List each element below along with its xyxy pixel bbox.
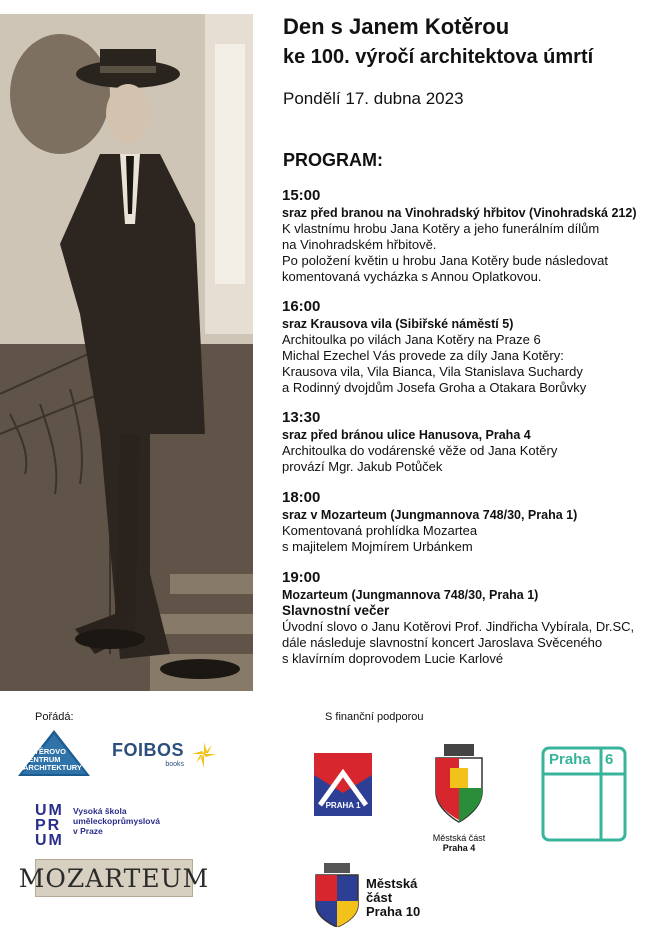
umprum-letters-line: UM — [35, 802, 64, 819]
event-desc-line: Architoulka do vodárenské věže od Jana Kotěry — [282, 443, 558, 458]
event-desc-line: Komentovaná prohlídka Mozartea — [282, 523, 478, 538]
event-date: Pondělí 17. dubna 2023 — [283, 89, 464, 108]
event-time: 15:00 — [282, 187, 321, 204]
event-desc-line: komentovaná vycházka s Annou Oplatkovou. — [282, 269, 542, 284]
praha4-logo — [428, 742, 490, 852]
event-place: sraz Krausova vila (Sibiřské náměstí 5) — [282, 317, 514, 331]
praha1-logo — [314, 753, 372, 816]
praha10-logo — [314, 863, 434, 929]
event-desc-line: a Rodinný dvojdům Josefa Groha a Otakara Borůvky — [282, 380, 587, 395]
event-time: 13:30 — [282, 409, 321, 426]
kcaa-logo-text — [23, 748, 82, 772]
umprum-text-line: uměleckoprůmyslová — [73, 816, 160, 826]
event-place: Mozarteum (Jungmannova 748/30, Praha 1) — [282, 588, 539, 602]
program-item — [282, 569, 667, 667]
praha4-line: Praha 4 — [442, 843, 476, 853]
praha10-line: Městská — [366, 876, 418, 891]
kcaa-logo — [18, 730, 90, 776]
event-desc-line: s majitelem Mojmírem Urbánkem — [282, 539, 473, 554]
program-item — [282, 298, 667, 396]
praha6-label: Praha — [549, 751, 591, 768]
praha10-line: část — [366, 890, 393, 905]
umprum-logo — [35, 803, 200, 851]
umprum-letters-line: UM — [35, 832, 64, 849]
event-desc-line: Úvodní slovo o Janu Kotěrovi Prof. Jindřicha Vybírala, Dr.SC, — [282, 619, 635, 634]
event-place: sraz před bránou ulice Hanusova, Praha 4 — [282, 428, 531, 442]
event-subtitle: Slavnostní večer — [282, 603, 390, 618]
praha6-number: 6 — [605, 751, 614, 768]
umprum-letters-line: PR — [35, 817, 62, 834]
event-place: sraz před branou na Vinohradský hřbitov (Vinohradská 212) — [282, 206, 637, 220]
praha4-line: Městská část — [432, 833, 486, 843]
praha6-logo — [541, 746, 627, 842]
event-desc-line: dále následuje slavnostní koncert Jaroslava Svěceného — [282, 635, 603, 650]
foibos-name: FOIBOS — [112, 740, 185, 760]
event-desc-line: Architoulka po vilách Jana Kotěry na Praze 6 — [282, 332, 541, 347]
koterka-portrait-photo — [0, 14, 253, 691]
program-item — [282, 489, 667, 555]
praha10-line: Praha 10 — [366, 904, 421, 919]
event-desc-line: na Vinohradském hřbitově. — [282, 237, 437, 252]
praha4-crest-icon — [428, 742, 490, 824]
umprum-text-line: Vysoká škola — [73, 806, 127, 816]
mozarteum-logo: MOZARTEUM — [35, 859, 193, 897]
event-desc-line: Po položení květin u hrobu Jana Kotěry bude následovat — [282, 253, 608, 268]
program-heading: PROGRAM: — [283, 150, 383, 170]
foibos-logo — [112, 740, 217, 772]
kcaa-line: KOTĚROVO — [23, 747, 66, 756]
event-time: 19:00 — [282, 569, 321, 586]
portrait-illustration — [0, 14, 253, 691]
page-subtitle: ke 100. výročí architektova úmrtí — [283, 46, 594, 68]
event-desc-line: K vlastnímu hrobu Jana Kotěry a jeho funerálním dílům — [282, 221, 600, 236]
praha10-crest-icon — [314, 863, 360, 927]
support-label: S finanční podporou — [325, 711, 424, 723]
kcaa-line: ARCHITEKTURY — [23, 763, 82, 772]
event-time: 18:00 — [282, 489, 321, 506]
foibos-sub: books — [165, 761, 185, 768]
umprum-text-line: v Praze — [73, 826, 103, 836]
event-place: sraz v Mozarteum (Jungmannova 748/30, Praha 1) — [282, 508, 578, 522]
event-desc-line: Michal Ezechel Vás provede za díly Jana Kotěry: — [282, 348, 564, 363]
page-title: Den s Janem Kotěrou — [283, 14, 510, 39]
foibos-sun-icon — [190, 740, 218, 770]
program-item — [282, 409, 667, 475]
event-desc-line: s klavírním doprovodem Lucie Karlové — [282, 651, 504, 666]
program-item — [282, 187, 667, 285]
praha1-label: PRAHA 1 — [325, 801, 361, 810]
kcaa-line: CENTRUM — [23, 755, 61, 764]
event-desc-line: Krausova vila, Vila Bianca, Vila Stanislava Suchardy — [282, 364, 583, 379]
organizer-label: Pořádá: — [35, 711, 74, 723]
event-desc-line: provází Mgr. Jakub Potůček — [282, 459, 443, 474]
event-time: 16:00 — [282, 298, 321, 315]
